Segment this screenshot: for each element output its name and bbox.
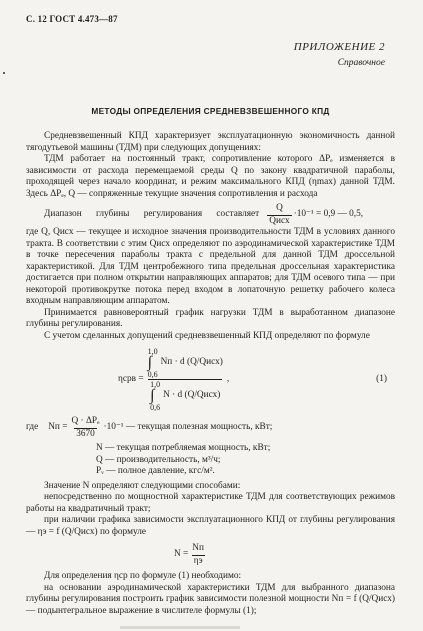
definition-n: N — текущая потребляемая мощность, кВт; bbox=[96, 443, 271, 453]
appendix-subtitle: Справочное bbox=[337, 57, 385, 68]
paragraph-steps-intro: Для определения ηср по формуле (1) необходимо: bbox=[44, 571, 242, 581]
formula-1-numerator-body: Nп · d (Q/Qисх) bbox=[160, 357, 223, 368]
integral-limit-lower: 0,6 bbox=[147, 370, 158, 379]
formula-1-denominator bbox=[148, 379, 222, 412]
formula-2-lhs: N = bbox=[174, 549, 189, 560]
document-title: МЕТОДЫ ОПРЕДЕЛЕНИЯ СРЕДНЕВЗВЕШЕННОГО КПД bbox=[91, 105, 330, 116]
page-header: С. 12 ГОСТ 4.473—87 bbox=[26, 14, 118, 24]
integral-icon: ∫ bbox=[150, 387, 155, 404]
formula-1 bbox=[26, 347, 395, 412]
integral-icon: ∫ bbox=[147, 354, 152, 371]
where-word: где bbox=[26, 422, 39, 433]
integral-limit-lower: 0,6 bbox=[150, 403, 161, 412]
formula-2 bbox=[26, 543, 395, 567]
scan-speck bbox=[3, 72, 5, 74]
paragraph-definitions: где Q, Qисх — текущее и исходное значения производительности ТДМ в условиях данного тракта. В соответствии с этим Qисх определяют по аэродинамической характеристике ТДМ в точке пересечения параболы тракта с предельной для данной ТДМ дроссельной характеристикой. Для ТДМ центробежного типа предельная дроссельная характеристика достигается при полном открытии направляющих аппаратов; для ТДМ осевого типа — при некоторой противокрутке потока перед входом в лопаточную решетку рабочего колеса входным направляющим аппаратом. bbox=[26, 227, 395, 306]
useful-power-line bbox=[26, 416, 395, 440]
paragraph-method-2: при наличии графика зависимости эксплуатационного КПД от глубины регулирования — ηэ = f (Q/Qисх) по формуле bbox=[26, 515, 395, 537]
definition-pv: Pᵥ — полное давление, кгс/м². bbox=[96, 466, 215, 476]
symbol-definitions bbox=[96, 443, 395, 478]
appendix-block bbox=[294, 42, 385, 69]
regulation-range-line bbox=[26, 203, 395, 227]
formula-2-denominator: ηэ bbox=[193, 555, 203, 566]
integral-upper-numerator bbox=[148, 347, 158, 379]
formula-2-numerator: Nп bbox=[192, 543, 204, 553]
formula-1-numerator bbox=[146, 347, 225, 379]
useful-power-fraction bbox=[69, 416, 101, 440]
scan-artifact bbox=[120, 626, 240, 629]
range-fraction-denominator: Qисх bbox=[269, 215, 290, 226]
paragraph-n-methods: Значение N определяют следующими способами: bbox=[44, 480, 241, 491]
paragraph-step-1: на основании аэродинамической характеристики ТДМ для выбранного диапазона глубины регулирования построить график зависимости полезной мощности Nп = f (Q/Qисх) — подынтегральное выражение в числителе формулы (1); bbox=[26, 582, 395, 616]
useful-power-lhs: Nп = bbox=[48, 422, 68, 433]
formula-1-denominator-body: N · d (Q/Qисх) bbox=[163, 390, 221, 401]
appendix-title: ПРИЛОЖЕНИЕ 2 bbox=[293, 41, 385, 53]
paragraph-method-1: непосредственно по мощностной характеристике ТДМ для соответствующих режимов работы на квадратичный тракт; bbox=[26, 492, 395, 514]
formula-2-fraction bbox=[190, 543, 206, 567]
formula-1-fraction bbox=[146, 347, 225, 412]
useful-power-numerator: Q · ΔPₑ bbox=[71, 416, 100, 426]
paragraph-formula-intro: С учетом сделанных допущений средневзвешенный КПД определяют по формуле bbox=[44, 330, 370, 341]
integral-lower-denominator bbox=[150, 380, 160, 412]
useful-power-denominator: 3670 bbox=[76, 428, 95, 439]
formula-1-comma: , bbox=[226, 373, 230, 384]
range-fraction-numerator: Q bbox=[276, 203, 283, 213]
formula-1-number: (1) bbox=[376, 373, 387, 384]
definition-q: Q — производительность, м³/ч; bbox=[96, 454, 221, 465]
useful-power-tail: ·10⁻¹ — текущая полезная мощность, кВт; bbox=[103, 422, 273, 433]
paragraph-intro: Средневзвешенный КПД характеризует эксплуатационную экономичность данной тягодутьевой машины (ТДМ) при следующих допущениях: bbox=[26, 131, 395, 153]
range-tail-text: ·10⁻¹ = 0,9 — 0,5, bbox=[293, 209, 364, 220]
formula-1-lhs: ηсрв = bbox=[118, 373, 144, 384]
paragraph-load-graph: Принимается равновероятный график нагрузки ТДМ в выработанном диапазоне глубины регулирования. bbox=[26, 307, 395, 329]
range-lead-text: Диапазон глубины регулирования составляет bbox=[44, 209, 260, 220]
integral-limit-upper: 1,0 bbox=[147, 347, 158, 356]
range-fraction bbox=[267, 203, 291, 227]
integral-limit-upper: 1,0 bbox=[150, 380, 161, 389]
paragraph-assumption: ТДМ работает на постоянный тракт, сопротивление которого ΔPₑ изменяется в зависимости от расхода перемещаемой среды Q по закону квадратичной параболы, проходящей через начало координат, и режим максимального КПД (ηmax) данной ТДМ. Здесь ΔPₑ, Q — сопряженные текущие значения сопротивления и расхода bbox=[26, 154, 395, 199]
